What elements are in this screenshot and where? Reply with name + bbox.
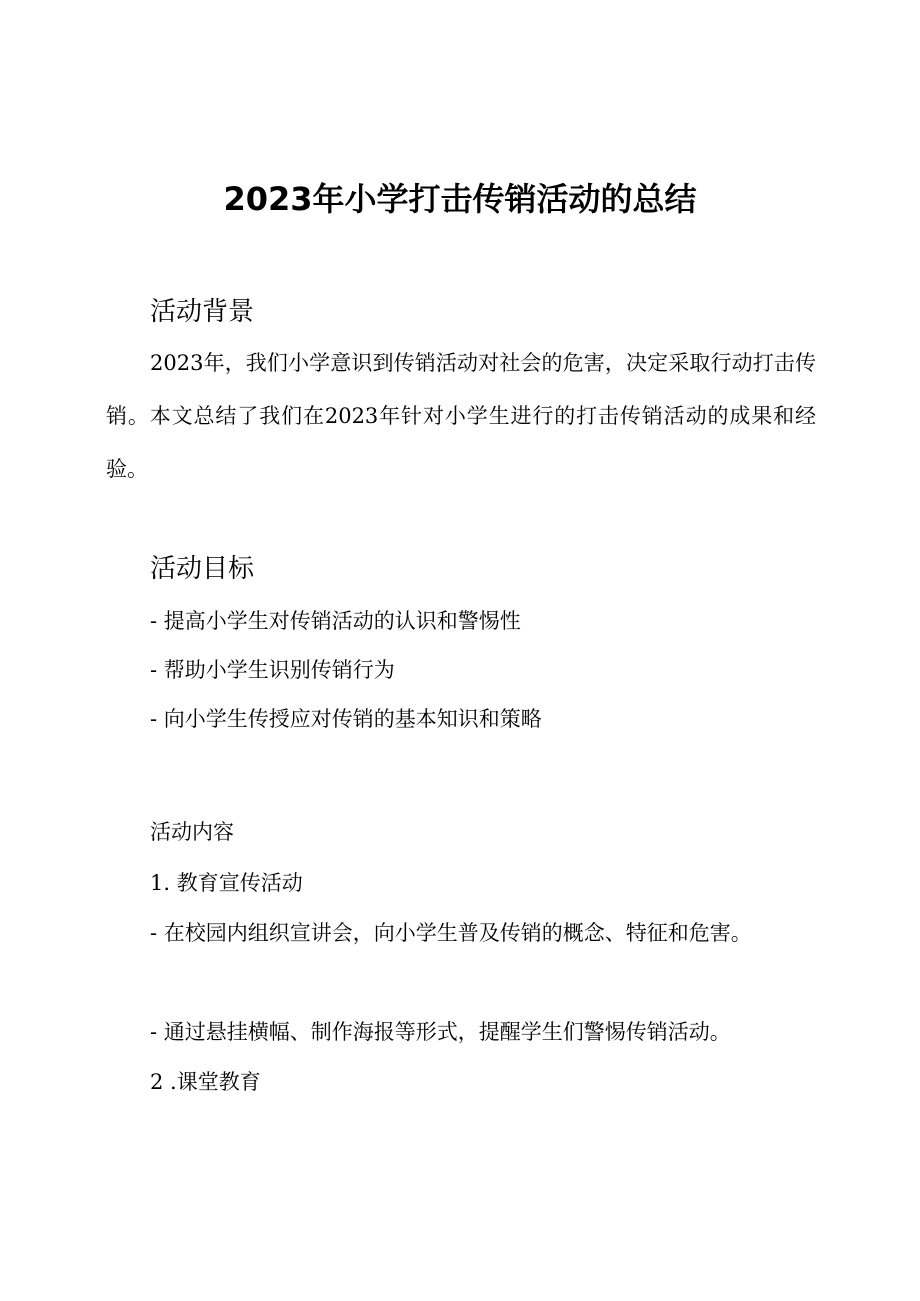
background-paragraph: 2023年，我们小学意识到传销活动对社会的危害，决定采取行动打击传销。本文总结了我们在2023年针对小学生进行的打击传销活动的成果和经验。	[106, 351, 816, 481]
goal-item-2: - 帮助小学生识别传销行为	[150, 658, 395, 682]
content-subheading-1: 1. 教育宣传活动	[150, 871, 303, 895]
section-heading-content: 活动内容	[150, 820, 234, 844]
document-title: 2023年小学打击传销活动的总结	[223, 180, 697, 218]
content-subheading-2: 2 .课堂教育	[150, 1070, 261, 1094]
section-heading-goals: 活动目标	[150, 554, 255, 584]
content-item-2: - 通过悬挂横幅、制作海报等形式，提醒学生们警惕传销活动。	[150, 1020, 731, 1044]
content-item-1: - 在校园内组织宣讲会，向小学生普及传销的概念、特征和危害。	[150, 921, 752, 945]
goal-item-3: - 向小学生传授应对传销的基本知识和策略	[150, 707, 542, 731]
goal-item-1: - 提高小学生对传销活动的认识和警惕性	[150, 609, 521, 633]
section-heading-background: 活动背景	[150, 297, 255, 327]
